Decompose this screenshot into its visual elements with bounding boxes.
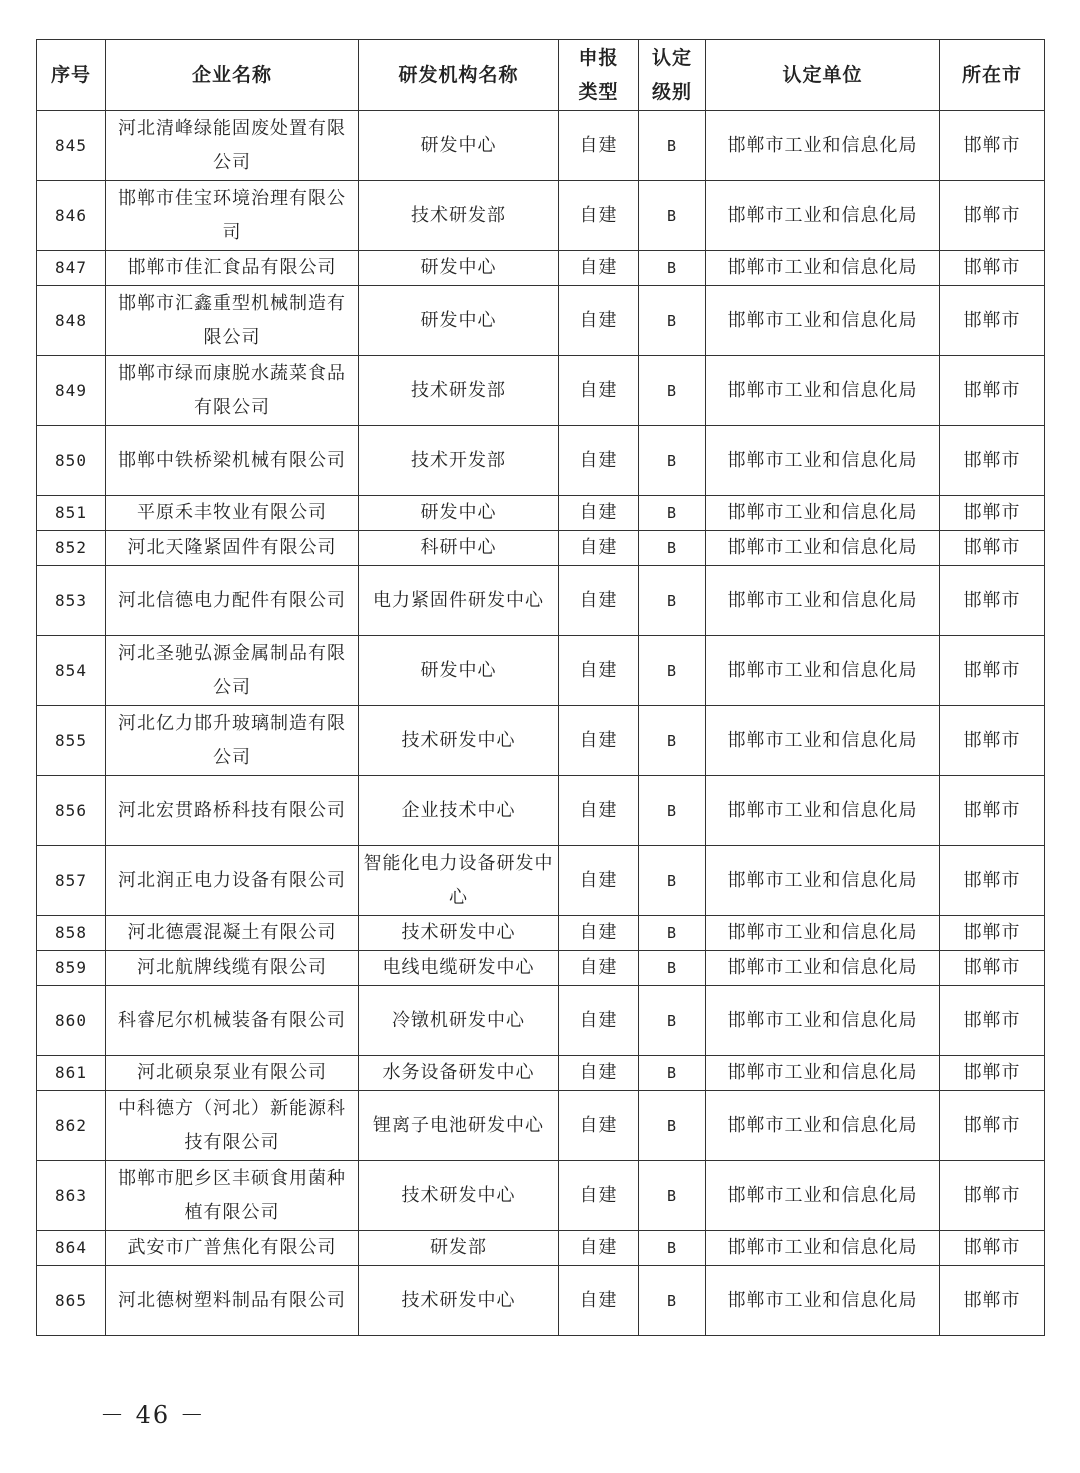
cell-seq: 862 [37,1091,106,1161]
cell-type: 自建 [559,776,639,846]
cell-company: 河北清峰绿能固废处置有限公司 [106,111,359,181]
cell-company: 河北宏贯路桥科技有限公司 [106,776,359,846]
table-row [37,566,1045,636]
table-row [37,1161,1045,1231]
cell-level: B [639,496,706,531]
header-level: 认定级别 [639,40,706,111]
cell-level: B [639,1231,706,1266]
cell-city: 邯郸市 [940,706,1045,776]
table-row [37,1266,1045,1336]
cell-unit: 邯郸市工业和信息化局 [706,1231,940,1266]
cell-company: 河北天隆紧固件有限公司 [106,531,359,566]
cell-city: 邯郸市 [940,496,1045,531]
table-row [37,111,1045,181]
cell-level: B [639,356,706,426]
cell-seq: 852 [37,531,106,566]
cell-unit: 邯郸市工业和信息化局 [706,286,940,356]
cell-company: 河北圣驰弘源金属制品有限公司 [106,636,359,706]
cell-type: 自建 [559,496,639,531]
cell-seq: 865 [37,1266,106,1336]
cell-level: B [639,776,706,846]
cell-institution: 智能化电力设备研发中心 [359,846,559,916]
cell-company: 河北航牌线缆有限公司 [106,951,359,986]
cell-unit: 邯郸市工业和信息化局 [706,531,940,566]
cell-unit: 邯郸市工业和信息化局 [706,181,940,251]
cell-city: 邯郸市 [940,426,1045,496]
cell-company: 河北德震混凝土有限公司 [106,916,359,951]
table-row [37,636,1045,706]
cell-seq: 846 [37,181,106,251]
cell-level: B [639,1266,706,1336]
table-row [37,776,1045,846]
cell-level: B [639,951,706,986]
cell-city: 邯郸市 [940,286,1045,356]
cell-type: 自建 [559,566,639,636]
cell-city: 邯郸市 [940,986,1045,1056]
cell-company: 河北信德电力配件有限公司 [106,566,359,636]
cell-type: 自建 [559,251,639,286]
cell-type: 自建 [559,636,639,706]
cell-city: 邯郸市 [940,636,1045,706]
header-institution: 研发机构名称 [359,40,559,111]
cell-institution: 研发中心 [359,636,559,706]
cell-seq: 859 [37,951,106,986]
cell-institution: 研发中心 [359,496,559,531]
cell-seq: 857 [37,846,106,916]
cell-seq: 861 [37,1056,106,1091]
page-number: － 46 － [100,1401,206,1429]
table-row [37,706,1045,776]
cell-level: B [639,426,706,496]
cell-company: 邯郸市肥乡区丰硕食用菌种植有限公司 [106,1161,359,1231]
cell-institution: 技术研发中心 [359,916,559,951]
cell-unit: 邯郸市工业和信息化局 [706,111,940,181]
cell-seq: 845 [37,111,106,181]
cell-unit: 邯郸市工业和信息化局 [706,986,940,1056]
cell-institution: 企业技术中心 [359,776,559,846]
cell-type: 自建 [559,426,639,496]
cell-city: 邯郸市 [940,531,1045,566]
cell-seq: 864 [37,1231,106,1266]
cell-type: 自建 [559,951,639,986]
cell-level: B [639,986,706,1056]
table-row [37,1056,1045,1091]
header-seq: 序号 [37,40,106,111]
cell-seq: 853 [37,566,106,636]
table-body [37,111,1045,1336]
table-row [37,986,1045,1056]
cell-type: 自建 [559,1231,639,1266]
table-row [37,1091,1045,1161]
table-row [37,181,1045,251]
cell-city: 邯郸市 [940,1056,1045,1091]
cell-institution: 研发中心 [359,111,559,181]
cell-city: 邯郸市 [940,181,1045,251]
cell-type: 自建 [559,1056,639,1091]
cell-type: 自建 [559,286,639,356]
cell-company: 武安市广普焦化有限公司 [106,1231,359,1266]
cell-seq: 849 [37,356,106,426]
cell-level: B [639,1091,706,1161]
cell-unit: 邯郸市工业和信息化局 [706,1091,940,1161]
cell-institution: 科研中心 [359,531,559,566]
cell-company: 邯郸市佳汇食品有限公司 [106,251,359,286]
cell-institution: 研发部 [359,1231,559,1266]
cell-city: 邯郸市 [940,566,1045,636]
cell-type: 自建 [559,706,639,776]
cell-level: B [639,706,706,776]
cell-seq: 855 [37,706,106,776]
cell-level: B [639,181,706,251]
cell-type: 自建 [559,846,639,916]
cell-city: 邯郸市 [940,111,1045,181]
table-row [37,846,1045,916]
cell-city: 邯郸市 [940,356,1045,426]
cell-seq: 856 [37,776,106,846]
cell-level: B [639,916,706,951]
cell-unit: 邯郸市工业和信息化局 [706,916,940,951]
header-company: 企业名称 [106,40,359,111]
table-row [37,951,1045,986]
cell-unit: 邯郸市工业和信息化局 [706,776,940,846]
table-row [37,916,1045,951]
table-row [37,426,1045,496]
cell-seq: 848 [37,286,106,356]
table-row [37,286,1045,356]
cell-city: 邯郸市 [940,1266,1045,1336]
cell-type: 自建 [559,531,639,566]
cell-city: 邯郸市 [940,1231,1045,1266]
cell-level: B [639,1056,706,1091]
cell-level: B [639,251,706,286]
cell-unit: 邯郸市工业和信息化局 [706,1266,940,1336]
table-header-row [37,40,1045,111]
cell-company: 邯郸市绿而康脱水蔬菜食品有限公司 [106,356,359,426]
cell-level: B [639,566,706,636]
cell-institution: 电线电缆研发中心 [359,951,559,986]
cell-unit: 邯郸市工业和信息化局 [706,846,940,916]
cell-unit: 邯郸市工业和信息化局 [706,706,940,776]
cell-level: B [639,111,706,181]
cell-level: B [639,636,706,706]
cell-institution: 技术研发中心 [359,1161,559,1231]
cell-institution: 技术研发部 [359,356,559,426]
cell-type: 自建 [559,1091,639,1161]
cell-company: 科睿尼尔机械装备有限公司 [106,986,359,1056]
cell-institution: 技术研发部 [359,181,559,251]
cell-institution: 电力紧固件研发中心 [359,566,559,636]
cell-type: 自建 [559,111,639,181]
cell-company: 邯郸市佳宝环境治理有限公司 [106,181,359,251]
cell-institution: 技术研发中心 [359,706,559,776]
cell-seq: 847 [37,251,106,286]
cell-city: 邯郸市 [940,251,1045,286]
cell-type: 自建 [559,916,639,951]
cell-city: 邯郸市 [940,846,1045,916]
cell-unit: 邯郸市工业和信息化局 [706,951,940,986]
cell-seq: 850 [37,426,106,496]
cell-company: 邯郸市汇鑫重型机械制造有限公司 [106,286,359,356]
cell-type: 自建 [559,1266,639,1336]
cell-unit: 邯郸市工业和信息化局 [706,566,940,636]
cell-unit: 邯郸市工业和信息化局 [706,1161,940,1231]
cell-city: 邯郸市 [940,916,1045,951]
cell-institution: 锂离子电池研发中心 [359,1091,559,1161]
header-unit: 认定单位 [706,40,940,111]
cell-seq: 860 [37,986,106,1056]
cell-company: 中科德方（河北）新能源科技有限公司 [106,1091,359,1161]
cell-city: 邯郸市 [940,1161,1045,1231]
table-row [37,356,1045,426]
cell-unit: 邯郸市工业和信息化局 [706,1056,940,1091]
cell-company: 河北亿力邯升玻璃制造有限公司 [106,706,359,776]
cell-institution: 研发中心 [359,286,559,356]
data-table [36,39,1045,1336]
cell-unit: 邯郸市工业和信息化局 [706,356,940,426]
cell-institution: 技术研发中心 [359,1266,559,1336]
cell-unit: 邯郸市工业和信息化局 [706,636,940,706]
cell-company: 邯郸中铁桥梁机械有限公司 [106,426,359,496]
cell-unit: 邯郸市工业和信息化局 [706,426,940,496]
cell-city: 邯郸市 [940,951,1045,986]
cell-seq: 854 [37,636,106,706]
cell-seq: 851 [37,496,106,531]
cell-unit: 邯郸市工业和信息化局 [706,496,940,531]
header-city: 所在市 [940,40,1045,111]
cell-company: 河北硕泉泵业有限公司 [106,1056,359,1091]
cell-city: 邯郸市 [940,1091,1045,1161]
cell-institution: 研发中心 [359,251,559,286]
cell-level: B [639,286,706,356]
cell-type: 自建 [559,356,639,426]
table-row [37,496,1045,531]
cell-city: 邯郸市 [940,776,1045,846]
cell-company: 平原禾丰牧业有限公司 [106,496,359,531]
cell-type: 自建 [559,986,639,1056]
cell-company: 河北德树塑料制品有限公司 [106,1266,359,1336]
cell-institution: 冷镦机研发中心 [359,986,559,1056]
cell-type: 自建 [559,1161,639,1231]
cell-level: B [639,1161,706,1231]
cell-seq: 863 [37,1161,106,1231]
table-row [37,1231,1045,1266]
cell-institution: 水务设备研发中心 [359,1056,559,1091]
cell-unit: 邯郸市工业和信息化局 [706,251,940,286]
table-row [37,531,1045,566]
cell-level: B [639,846,706,916]
cell-company: 河北润正电力设备有限公司 [106,846,359,916]
header-type: 申报类型 [559,40,639,111]
cell-level: B [639,531,706,566]
cell-type: 自建 [559,181,639,251]
table-row [37,251,1045,286]
cell-seq: 858 [37,916,106,951]
cell-institution: 技术开发部 [359,426,559,496]
